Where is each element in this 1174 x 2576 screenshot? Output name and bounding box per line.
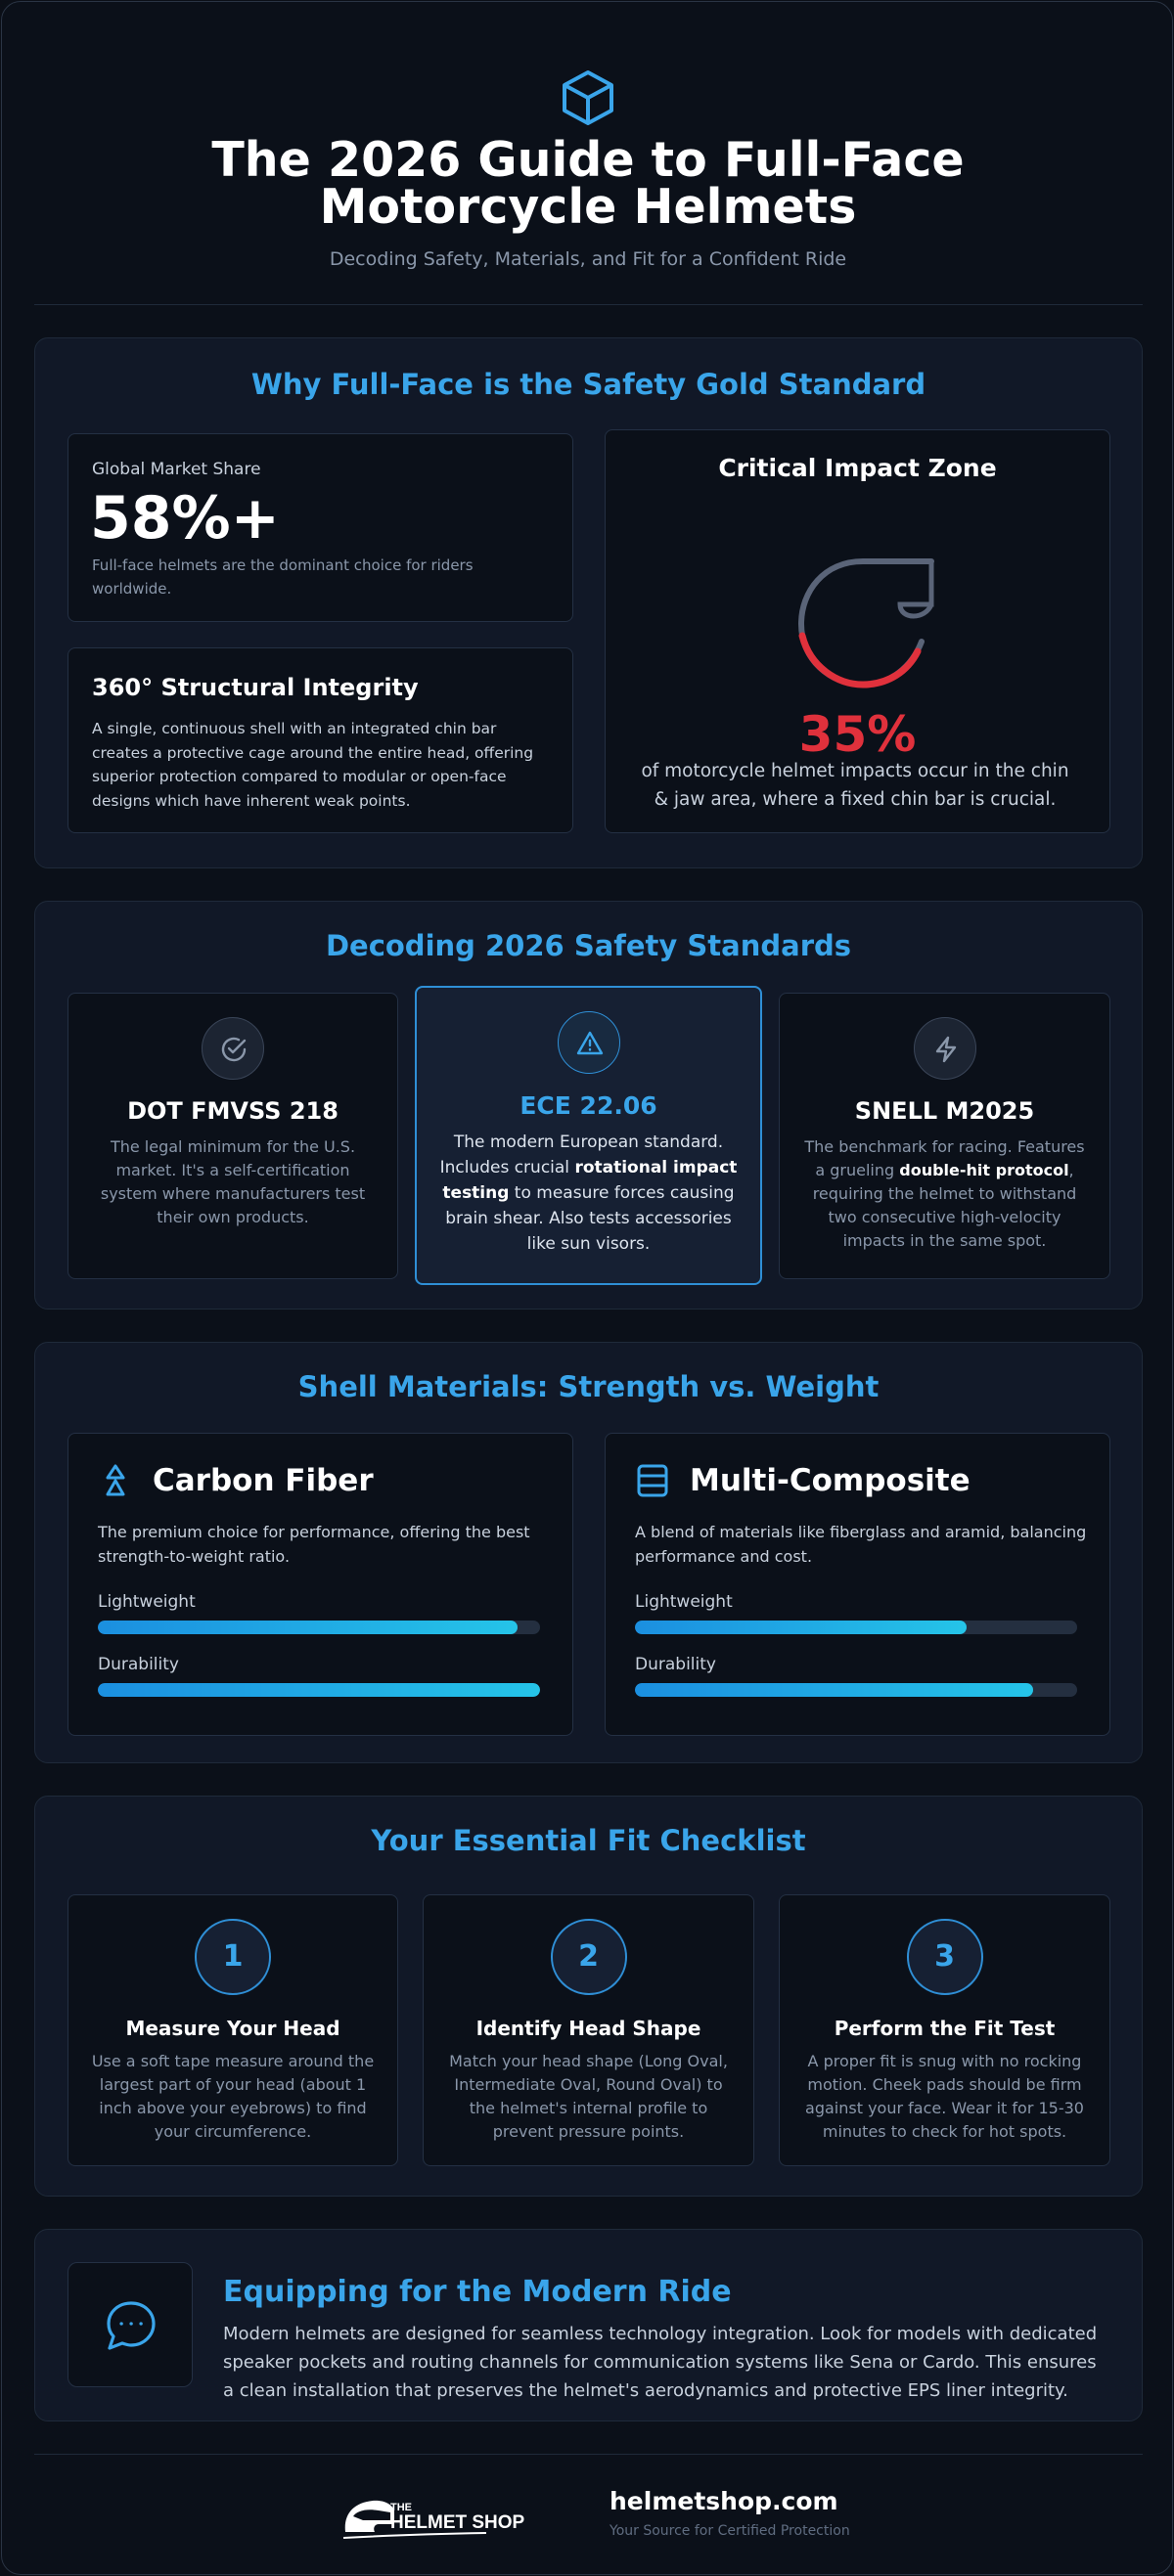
impact-percentage: 35%: [798, 706, 917, 763]
integrity-card: [68, 647, 573, 833]
chat-bubble-icon: [104, 2298, 158, 2353]
footer-site-link[interactable]: helmetshop.com: [610, 2487, 838, 2515]
step-number: 2: [551, 1919, 627, 1995]
market-share-card: [68, 433, 573, 622]
material-desc: A blend of materials like fiberglass and aramid, balancing performance and cost.: [635, 1523, 1087, 1566]
materials-section: [34, 1342, 1143, 1763]
step-number: 3: [907, 1919, 983, 1995]
cube-icon: [561, 68, 615, 127]
step-title: Perform the Fit Test: [834, 2017, 1056, 2040]
durability-label: Durability: [98, 1655, 179, 1674]
standards-section: [34, 901, 1143, 1310]
materials-section-title: Shell Materials: Strength vs. Weight: [297, 1370, 880, 1403]
standard-card-ece: [415, 986, 762, 1285]
durability-bar: [635, 1683, 1077, 1697]
material-card-carbon: [68, 1433, 573, 1736]
durability-bar-fill: [98, 1683, 540, 1697]
tech-section: [34, 2229, 1143, 2421]
step-title: Measure Your Head: [125, 2017, 340, 2040]
impact-zone-card: [605, 429, 1110, 833]
standard-desc: The benchmark for racing. Features a grueling double-hit protocol, requiring the helmet to withstand two consecutive high-velocity impacts in the same spot.: [804, 1137, 1085, 1250]
fit-step-card: [68, 1894, 398, 2166]
standard-desc: The legal minimum for the U.S. market. It's a self-certification system where manufacturers test their own products.: [100, 1137, 366, 1226]
lightweight-bar-fill: [635, 1621, 967, 1634]
why-section: [34, 337, 1143, 868]
layers-icon: [98, 1463, 133, 1498]
durability-bar: [98, 1683, 540, 1697]
footer-divider: [34, 2454, 1143, 2455]
standard-desc-highlight: rotational impact testing: [442, 1158, 738, 1203]
standard-name: ECE 22.06: [519, 1091, 657, 1120]
page-subtitle: Decoding Safety, Materials, and Fit for a Confident Ride: [329, 248, 847, 270]
standard-desc-highlight: double-hit protocol: [899, 1161, 1069, 1179]
market-share-label: Global Market Share: [92, 460, 261, 479]
durability-bar-fill: [635, 1683, 1033, 1697]
integrity-title: 360° Structural Integrity: [92, 674, 419, 701]
material-name: Carbon Fiber: [153, 1463, 374, 1498]
standard-card-dot: [68, 993, 398, 1279]
lightweight-label: Lightweight: [635, 1592, 733, 1612]
check-circle-icon: [202, 1017, 264, 1080]
step-desc: A proper fit is snug with no rocking motion. Cheek pads should be firm against your face. Wear it for 15-30 minutes to check for hot spots.: [805, 2052, 1084, 2141]
standard-name: DOT FMVSS 218: [127, 1097, 339, 1125]
step-desc: Use a soft tape measure around the largest part of your head (about 1 inch above your eyebrows) to find your circumference.: [91, 2052, 375, 2141]
lightweight-label: Lightweight: [98, 1592, 196, 1612]
step-desc: Match your head shape (Long Oval, Intermediate Oval, Round Oval) to the helmet's internal profile to prevent pressure points.: [449, 2052, 728, 2141]
impact-desc: of motorcycle helmet impacts occur in the chin & jaw area, where a fixed chin bar is crucial.: [641, 761, 1069, 810]
material-name: Multi-Composite: [690, 1463, 971, 1498]
standard-desc: The modern European standard. Includes crucial rotational impact testing to measure forces causing brain shear. Also tests accessories like sun visors.: [439, 1133, 738, 1254]
material-desc: The premium choice for performance, offering the best strength-to-weight ratio.: [98, 1523, 530, 1566]
why-section-title: Why Full-Face is the Safety Gold Standard: [250, 368, 926, 401]
fit-step-card: [779, 1894, 1110, 2166]
helmet-shop-logo: [339, 2481, 574, 2550]
material-card-composite: [605, 1433, 1110, 1736]
infographic-page: [1, 1, 1173, 2575]
market-share-value: 58%+: [90, 484, 280, 553]
helmet-diagram-icon: [785, 538, 941, 694]
fit-section: [34, 1796, 1143, 2197]
fit-section-title: Your Essential Fit Checklist: [371, 1824, 806, 1857]
standards-section-title: Decoding 2026 Safety Standards: [325, 929, 852, 962]
impact-zone-title: Critical Impact Zone: [718, 454, 997, 482]
header: [2, 2, 1173, 305]
warning-triangle-icon: [558, 1011, 620, 1074]
logo-text-big: HELMET SHOP: [390, 2512, 525, 2533]
step-title: Identify Head Shape: [475, 2017, 701, 2040]
step-number: 1: [195, 1919, 271, 1995]
durability-label: Durability: [635, 1655, 716, 1674]
header-divider: [34, 304, 1143, 305]
footer-tagline: Your Source for Certified Protection: [610, 2523, 850, 2539]
tech-icon-box: [68, 2262, 193, 2387]
page-title: The 2026 Guide to Full-Face Motorcycle Helmets: [211, 132, 965, 235]
integrity-desc: A single, continuous shell with an integrated chin bar creates a protective cage around the entire head, offering superior protection compared to modular or open-face designs which have inherent weak points.: [92, 720, 534, 810]
lightweight-bar: [98, 1621, 540, 1634]
lightweight-bar: [635, 1621, 1077, 1634]
standard-name: SNELL M2025: [854, 1097, 1035, 1125]
lightning-icon: [914, 1017, 976, 1080]
fit-step-card: [423, 1894, 754, 2166]
logo-text-small: THE: [390, 2502, 412, 2513]
tech-title: Equipping for the Modern Ride: [223, 2275, 732, 2309]
tech-desc: Modern helmets are designed for seamless technology integration. Look for models with dedicated speaker pockets and routing channels for communication systems like Sena or Cardo. This ensures a clean installation that preserves the helmet's aerodynamics and protective EPS liner integrity.: [223, 2324, 1098, 2401]
standard-card-snell: [779, 993, 1110, 1279]
stack-icon: [635, 1463, 670, 1498]
market-share-desc: Full-face helmets are the dominant choice for riders worldwide.: [92, 556, 474, 598]
lightweight-bar-fill: [98, 1621, 518, 1634]
